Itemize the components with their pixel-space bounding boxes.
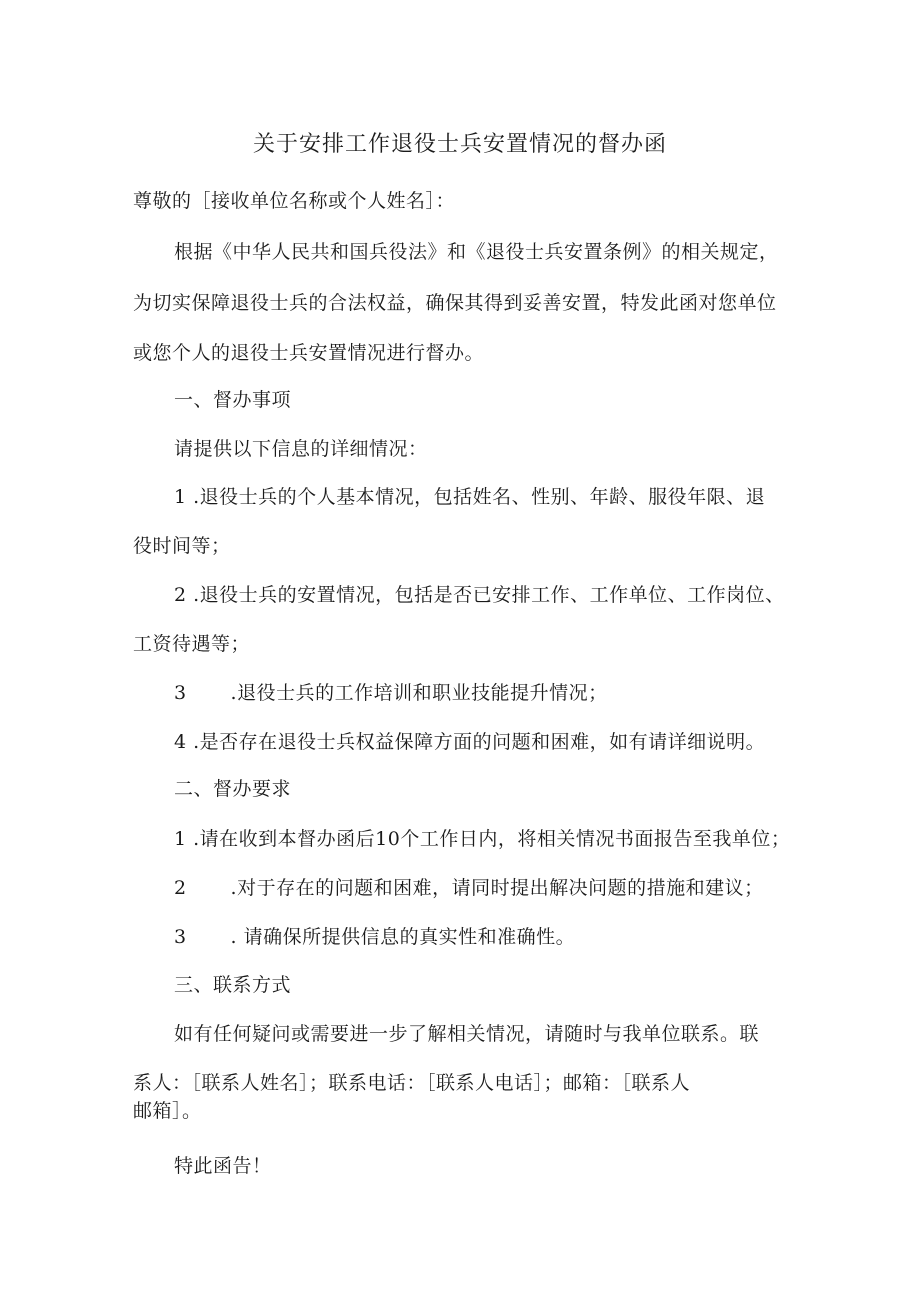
section1-lead: 请提供以下信息的详细情况：	[174, 438, 428, 460]
document-title: 关于安排工作退役士兵安置情况的督办函	[252, 132, 667, 157]
section2-item1	[174, 827, 790, 851]
item-number: 3	[174, 682, 187, 704]
item-text: .对于存在的问题和困难，请同时提出解决问题的措施和建议；	[230, 877, 764, 899]
section3-line-1: 如有任何疑问或需要进一步了解相关情况，请随时与我单位联系。联	[174, 1023, 760, 1045]
item-number: 2	[174, 877, 187, 899]
section3-line-3: 邮箱］。	[133, 1100, 202, 1122]
section1-item3	[174, 681, 608, 705]
item-text: .退役士兵的个人基本情况，包括姓名、性别、年龄、服役年限、退	[193, 486, 766, 508]
section1-item4	[174, 730, 765, 754]
section1-item2-line1	[174, 583, 785, 607]
section3-heading: 三、联系方式	[174, 974, 292, 996]
item-text: .是否存在退役士兵权益保障方面的问题和困难，如有请详细说明。	[193, 731, 766, 753]
section2-heading: 二、督办要求	[174, 778, 292, 800]
intro-line-3: 或您个人的退役士兵安置情况进行督办。	[133, 342, 485, 364]
intro-line-2: 为切实保障退役士兵的合法权益，确保其得到妥善安置，特发此函对您单位	[133, 292, 777, 314]
item-number: 1	[174, 828, 187, 850]
section2-item2	[174, 876, 764, 900]
section3-line-2: 系人：［联系人姓名］；联系电话：［联系人电话］；邮箱：［联系人	[133, 1072, 691, 1094]
section1-item1-line1	[174, 485, 765, 509]
item-text: .请在收到本督办函后10个工作日内，将相关情况书面报告至我单位；	[193, 828, 791, 850]
section2-item3	[174, 925, 575, 949]
intro-line-1: 根据《中华人民共和国兵役法》和《退役士兵安置条例》的相关规定，	[174, 241, 779, 263]
section1-item1-line2: 役时间等；	[133, 535, 231, 557]
item-number: 3	[174, 926, 187, 948]
item-number: 4	[174, 731, 187, 753]
section1-heading: 一、督办事项	[174, 389, 292, 411]
item-number: 2	[174, 584, 187, 606]
section1-item2-line2: 工资待遇等；	[133, 633, 251, 655]
closing: 特此函告！	[174, 1155, 272, 1177]
salutation: 尊敬的［接收单位名称或个人姓名］：	[133, 190, 456, 212]
item-text: . 请确保所提供信息的真实性和准确性。	[230, 926, 576, 948]
item-text: .退役士兵的安置情况，包括是否已安排工作、工作单位、工作岗位、	[193, 584, 785, 606]
item-number: 1	[174, 486, 187, 508]
item-text: .退役士兵的工作培训和职业技能提升情况；	[230, 682, 608, 704]
